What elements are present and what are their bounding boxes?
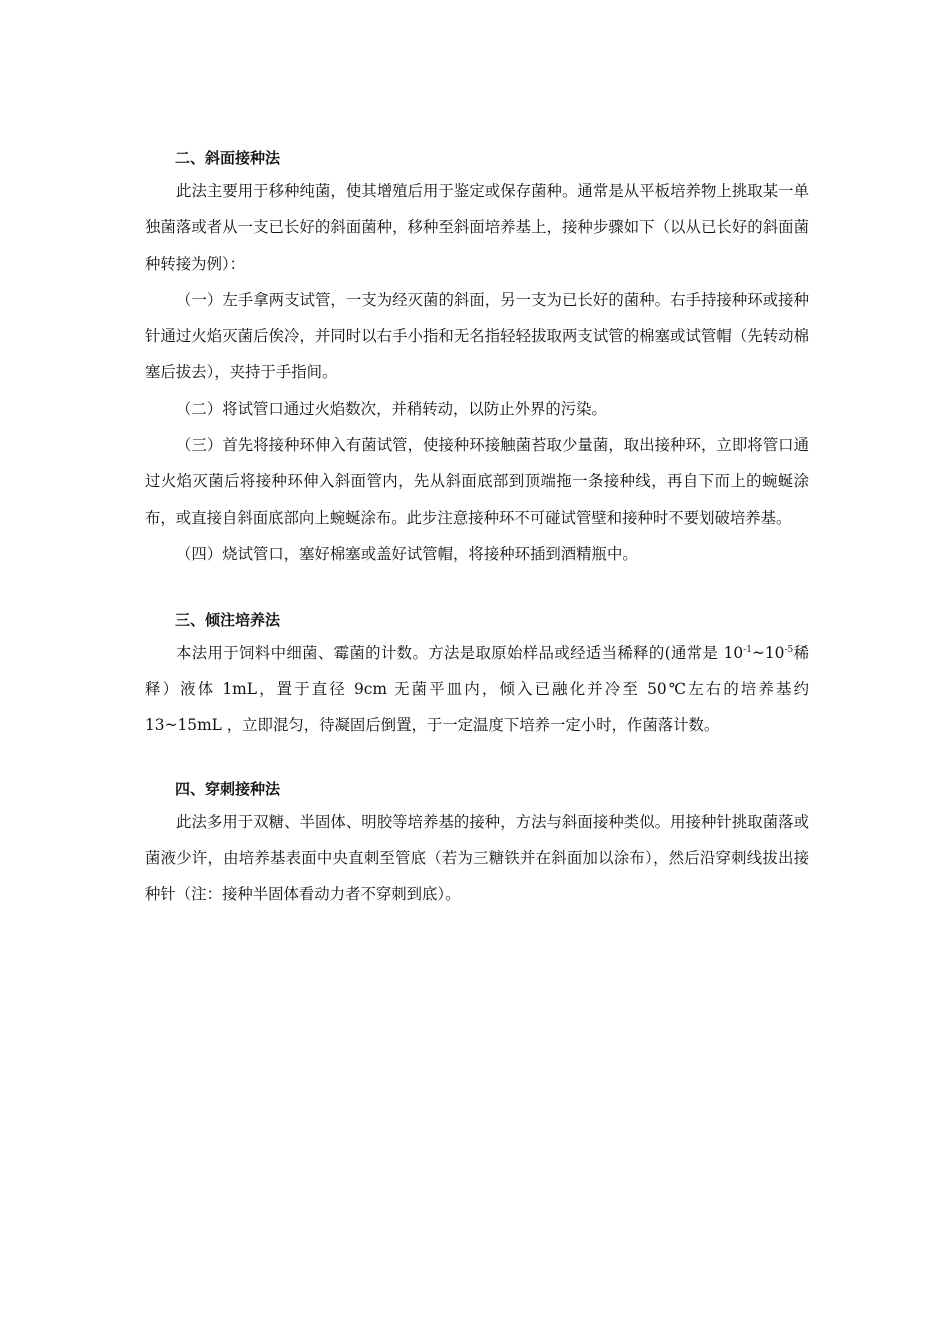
section-paragraph-pour-plate — [145, 635, 809, 743]
pour-plate-text-part-3: 稀释）液体 1mL，置于直径 9cm 无菌平皿内，倾入已融化并冷至 50℃左右的培养基约 13~15mL ，立即混匀，待凝固后倒置，于一定温度下培养一定小时，作菌落计数。 — [145, 644, 809, 735]
section-paragraph-stab-inoculation: 此法多用于双糖、半固体、明胶等培养基的接种，方法与斜面接种类似。用接种针挑取菌落或菌液少许，由培养基表面中央直刺至管底（若为三糖铁并在斜面加以涂布），然后沿穿刺线拔出接种针（注：接种半固体看动力者不穿刺到底）。 — [145, 813, 809, 904]
step-paragraph-3: （三）首先将接种环伸入有菌试管，使接种环接触菌苔取少量菌，取出接种环，立即将管口通过火焰灭菌后将接种环伸入斜面管内，先从斜面底部到顶端拖一条接种线，再自下而上的蜿蜒涂布，或直接自斜面底部向上蜿蜒涂布。此步注意接种环不可碰试管壁和接种时不要划破培养基。 — [145, 436, 809, 527]
step-paragraph-4: （四）烧试管口，塞好棉塞或盖好试管帽，将接种环插到酒精瓶中。 — [176, 544, 638, 563]
step-paragraph-1: （一）左手拿两支试管，一支为经灭菌的斜面，另一支为已长好的菌种。右手持接种环或接种针通过火焰灭菌后俟冷，并同时以右手小指和无名指轻轻拔取两支试管的棉塞或试管帽（先转动棉塞后拔去），夹持于手指间。 — [145, 290, 809, 382]
step-paragraph-2: （二）将试管口通过火焰数次，并稍转动，以防止外界的污染。 — [176, 399, 607, 418]
section-paragraph-slant-intro: 此法主要用于移种纯菌，使其增殖后用于鉴定或保存菌种。通常是从平板培养物上挑取某一单独菌落或者从一支已长好的斜面菌种，移种至斜面培养基上，接种步骤如下（以从已长好的斜面菌种转接为例）： — [145, 182, 809, 273]
section-heading-pour-plate: 三、倾注培养法 — [175, 611, 281, 630]
section-heading-slant-inoculation: 二、斜面接种法 — [175, 149, 281, 167]
section-spacer — [145, 743, 809, 774]
dilution-exponent-start: -1 — [743, 645, 752, 656]
section-spacer — [145, 572, 809, 605]
section-heading-stab-inoculation: 四、穿刺接种法 — [175, 780, 281, 799]
pour-plate-text-part-2: ~10 — [751, 644, 785, 663]
dilution-exponent-end: -5 — [784, 645, 794, 656]
pour-plate-text-part-1: 本法用于饲料中细菌、霉菌的计数。方法是取原始样品或经适当稀释的(通常是 10 — [176, 644, 744, 663]
document-page — [145, 143, 809, 912]
